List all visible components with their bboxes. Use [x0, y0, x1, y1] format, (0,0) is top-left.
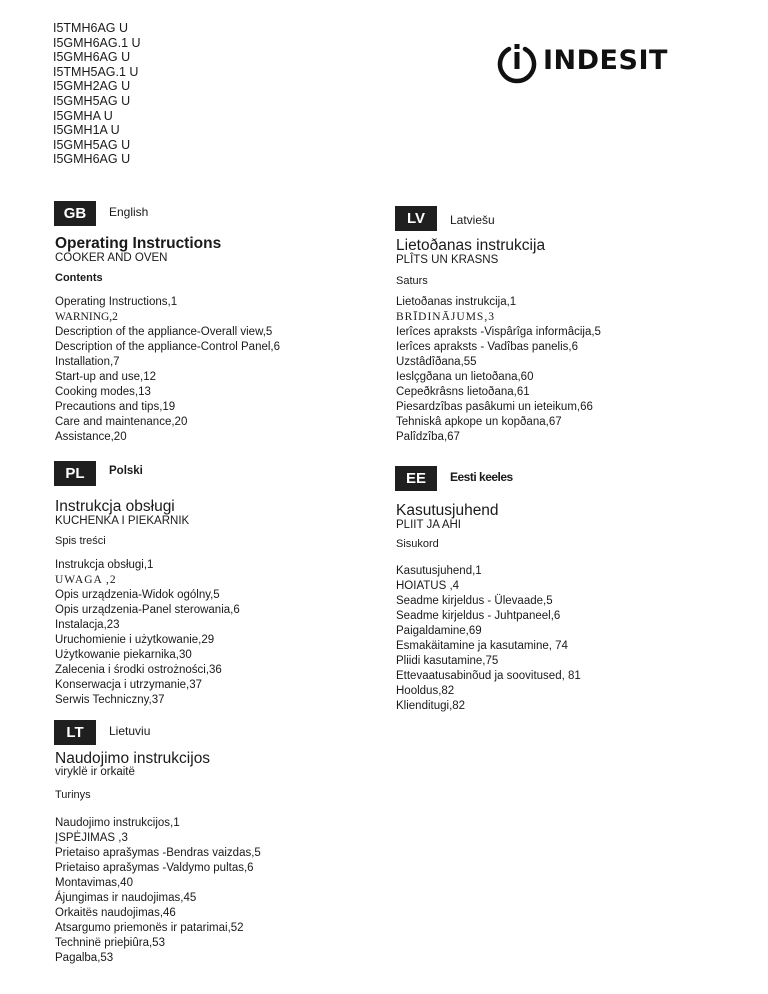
- contents-label: Spis treści: [55, 535, 106, 547]
- language-name: English: [109, 205, 149, 219]
- toc-item: Cepeðkrâsns lietoðana,61: [396, 386, 530, 398]
- toc-item: Użytkowanie piekarnika,30: [55, 649, 192, 661]
- table-of-contents: [396, 564, 581, 714]
- toc-item: ĮSPĖJIMAS ,3: [55, 832, 128, 844]
- toc-item: Zalecenia i środki ostrożności,36: [55, 664, 222, 676]
- toc-item: Lietoðanas instrukcija,1: [396, 296, 517, 308]
- toc-item: Prietaiso aprašymas -Bendras vaizdas,5: [55, 847, 261, 859]
- toc-item: Pliidi kasutamine,75: [396, 655, 499, 667]
- section-title: Lietoðanas instrukcija: [396, 237, 546, 254]
- section-subtitle: KUCHENKA I PIEKARNIK: [55, 515, 190, 527]
- toc-item: WARNING,2: [55, 311, 118, 323]
- toc-item: Instrukcja obsługi,1: [55, 559, 154, 571]
- toc-item: Seadme kirjeldus - Juhtpaneel,6: [396, 610, 561, 622]
- language-badge: PL: [54, 461, 96, 486]
- toc-item: Ierîces apraksts -Vispârîga informâcija,5: [396, 326, 601, 338]
- toc-item: Start-up and use,12: [55, 371, 157, 383]
- toc-item: Opis urządzenia-Widok ogólny,5: [55, 589, 220, 601]
- toc-item: Pagalba,53: [55, 952, 114, 964]
- language-name: Latviešu: [450, 213, 495, 227]
- toc-item: Palîdzîba,67: [396, 431, 460, 443]
- toc-item: Techninë prieþiûra,53: [55, 937, 165, 949]
- toc-item: Prietaiso aprašymas -Valdymo pultas,6: [55, 862, 254, 874]
- toc-item: Tehniskâ apkope un kopðana,67: [396, 416, 562, 428]
- toc-item: HOIATUS ,4: [396, 580, 460, 592]
- toc-item: Opis urządzenia-Panel sterowania,6: [55, 604, 240, 616]
- toc-item: Atsargumo priemonës ir patarimai,52: [55, 922, 244, 934]
- toc-item: Esmakäitamine ja kasutamine, 74: [396, 640, 568, 652]
- toc-item: Assistance,20: [55, 431, 127, 443]
- section-subtitle: viryklë ir orkaitë: [55, 766, 135, 778]
- toc-item: Operating Instructions,1: [55, 296, 178, 308]
- toc-item: Precautions and tips,19: [55, 401, 176, 413]
- table-of-contents: [55, 558, 240, 708]
- indesit-logo: [497, 40, 687, 90]
- toc-item: Cooking modes,13: [55, 386, 151, 398]
- toc-item: Orkaitës naudojimas,46: [55, 907, 176, 919]
- toc-item: Uzstâdîðana,55: [396, 356, 477, 368]
- toc-item: BRĪDINĀJUMS,3: [396, 311, 495, 323]
- section-subtitle: COOKER AND OVEN: [55, 252, 168, 264]
- toc-item: Ájungimas ir naudojimas,45: [55, 892, 197, 904]
- table-of-contents: [55, 816, 261, 966]
- power-symbol-icon: [497, 40, 537, 84]
- model-number: I5TMH6AG U: [53, 21, 129, 35]
- table-of-contents: [396, 295, 601, 445]
- toc-item: Care and maintenance,20: [55, 416, 188, 428]
- toc-item: Paigaldamine,69: [396, 625, 482, 637]
- toc-item: Uruchomienie i użytkowanie,29: [55, 634, 215, 646]
- section-title: Operating Instructions: [55, 235, 222, 252]
- model-number: I5GMH5AG U: [53, 137, 131, 152]
- contents-label: Contents: [55, 272, 103, 284]
- section-subtitle: PLÎTS UN KRASNS: [396, 254, 499, 266]
- toc-item: Piesardzîbas pasâkumi un ieteikum,66: [396, 401, 593, 413]
- toc-item: Description of the appliance-Control Panel,6: [55, 341, 281, 353]
- section-title: Instrukcja obsługi: [55, 498, 175, 515]
- language-badge: LV: [395, 206, 437, 231]
- language-name: Eesti keeles: [450, 470, 513, 484]
- toc-item: Ierîces apraksts - Vadîbas panelis,6: [396, 341, 578, 353]
- toc-item: Konserwacja i utrzymanie,37: [55, 679, 203, 691]
- section-title: Kasutusjuhend: [396, 502, 499, 519]
- toc-item: Hooldus,82: [396, 685, 455, 697]
- model-number: I5GMH2AG U: [53, 79, 131, 94]
- toc-item: Seadme kirjeldus - Ülevaade,5: [396, 595, 553, 607]
- language-badge: EE: [395, 466, 437, 491]
- section-title: Naudojimo instrukcijos: [55, 750, 211, 767]
- model-number: I5GMH6AG.1 U: [53, 35, 141, 50]
- toc-item: Kasutusjuhend,1: [396, 565, 482, 577]
- toc-item: Montavimas,40: [55, 877, 133, 889]
- model-number: I5GMH1A U: [53, 123, 120, 138]
- model-number: I5GMH6AG U: [53, 152, 131, 167]
- model-number: I5GMHA U: [53, 108, 113, 123]
- toc-item: Description of the appliance-Overall view,5: [55, 326, 273, 338]
- toc-item: Instalacja,23: [55, 619, 120, 631]
- model-number: I5GMH6AG U: [53, 50, 131, 65]
- toc-item: Ieslçgðana un lietoðana,60: [396, 371, 534, 383]
- language-badge: GB: [54, 201, 96, 226]
- language-name: Polski: [109, 465, 143, 477]
- toc-item: Ettevaatusabinõud ja soovitused, 81: [396, 670, 581, 682]
- contents-label: Sisukord: [396, 538, 439, 550]
- toc-item: UWAGA ,2: [55, 574, 117, 586]
- section-subtitle: PLIIT JA AHI: [396, 519, 461, 531]
- toc-item: Naudojimo instrukcijos,1: [55, 817, 180, 829]
- toc-item: Klienditugi,82: [396, 700, 466, 712]
- toc-item: Serwis Techniczny,37: [55, 694, 165, 706]
- table-of-contents: [55, 295, 280, 445]
- brand-name: INDESIT: [543, 45, 668, 76]
- language-badge: LT: [54, 720, 96, 745]
- contents-label: Saturs: [396, 275, 428, 287]
- model-number: I5GMH5AG U: [53, 93, 131, 108]
- toc-item: Installation,7: [55, 356, 120, 368]
- contents-label: Turinys: [55, 789, 91, 801]
- model-number: I5TMH5AG.1 U: [53, 64, 139, 79]
- language-name: Lietuviu: [109, 724, 151, 738]
- model-list: [53, 21, 141, 167]
